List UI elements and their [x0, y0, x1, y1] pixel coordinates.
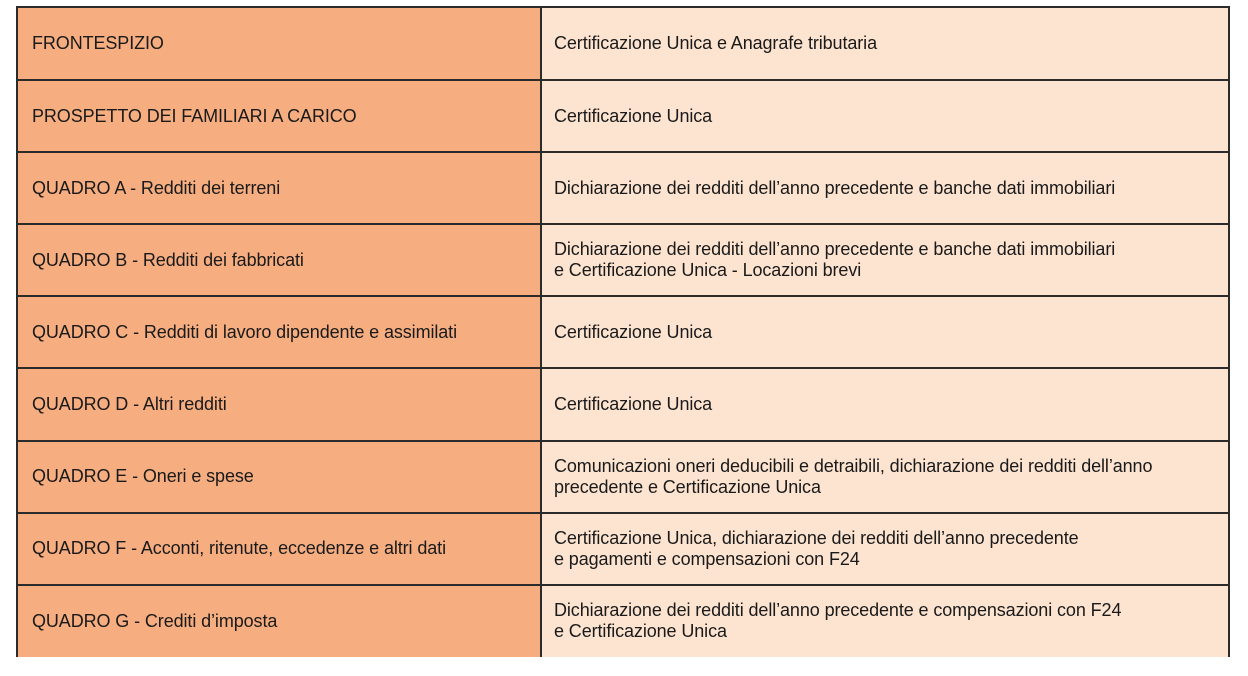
table-row: [18, 368, 1228, 440]
source-cell: [541, 441, 1228, 513]
sections-table: [18, 8, 1228, 657]
table-row: [18, 296, 1228, 368]
source-cell: [541, 585, 1228, 657]
source-line: e Certificazione Unica: [554, 621, 727, 642]
source-line: e Certificazione Unica - Locazioni brevi: [554, 260, 862, 281]
source-cell: [541, 80, 1228, 152]
source-line: Dichiarazione dei redditi dell’anno precedente e banche dati immobiliari: [554, 239, 1116, 260]
table-row: [18, 80, 1228, 152]
table-row: [18, 224, 1228, 296]
section-cell: QUADRO B - Redditi dei fabbricati: [18, 224, 541, 296]
source-cell: [541, 513, 1228, 585]
data-sources-table: [16, 6, 1230, 657]
section-cell: FRONTESPIZIO: [18, 8, 541, 80]
table-row: [18, 585, 1228, 657]
table-row: [18, 513, 1228, 585]
section-cell: QUADRO C - Redditi di lavoro dipendente e assimilati: [18, 296, 541, 368]
source-line: Dichiarazione dei redditi dell’anno precedente e banche dati immobiliari: [554, 177, 1116, 198]
source-cell: [541, 296, 1228, 368]
source-line: Certificazione Unica, dichiarazione dei redditi dell’anno precedente: [554, 527, 1079, 548]
section-cell: QUADRO A - Redditi dei terreni: [18, 152, 541, 224]
source-line: precedente e Certificazione Unica: [554, 476, 821, 497]
source-line: Certificazione Unica: [554, 105, 713, 126]
source-cell: [541, 8, 1228, 80]
source-line: Certificazione Unica: [554, 394, 713, 415]
source-line: Dichiarazione dei redditi dell’anno precedente e compensazioni con F24: [554, 600, 1122, 621]
table-row: [18, 441, 1228, 513]
source-line: Comunicazioni oneri deducibili e detraibili, dichiarazione dei redditi dell’anno: [554, 455, 1153, 476]
source-cell: [541, 152, 1228, 224]
table-row: [18, 152, 1228, 224]
source-line: Certificazione Unica: [554, 321, 713, 342]
source-line: Certificazione Unica e Anagrafe tributaria: [554, 33, 877, 54]
table-row: [18, 8, 1228, 80]
section-cell: PROSPETTO DEI FAMILIARI A CARICO: [18, 80, 541, 152]
section-cell: QUADRO D - Altri redditi: [18, 368, 541, 440]
source-cell: [541, 224, 1228, 296]
section-cell: QUADRO E - Oneri e spese: [18, 441, 541, 513]
section-cell: QUADRO G - Crediti d’imposta: [18, 585, 541, 657]
source-line: e pagamenti e compensazioni con F24: [554, 548, 860, 569]
source-cell: [541, 368, 1228, 440]
section-cell: QUADRO F - Acconti, ritenute, eccedenze e altri dati: [18, 513, 541, 585]
